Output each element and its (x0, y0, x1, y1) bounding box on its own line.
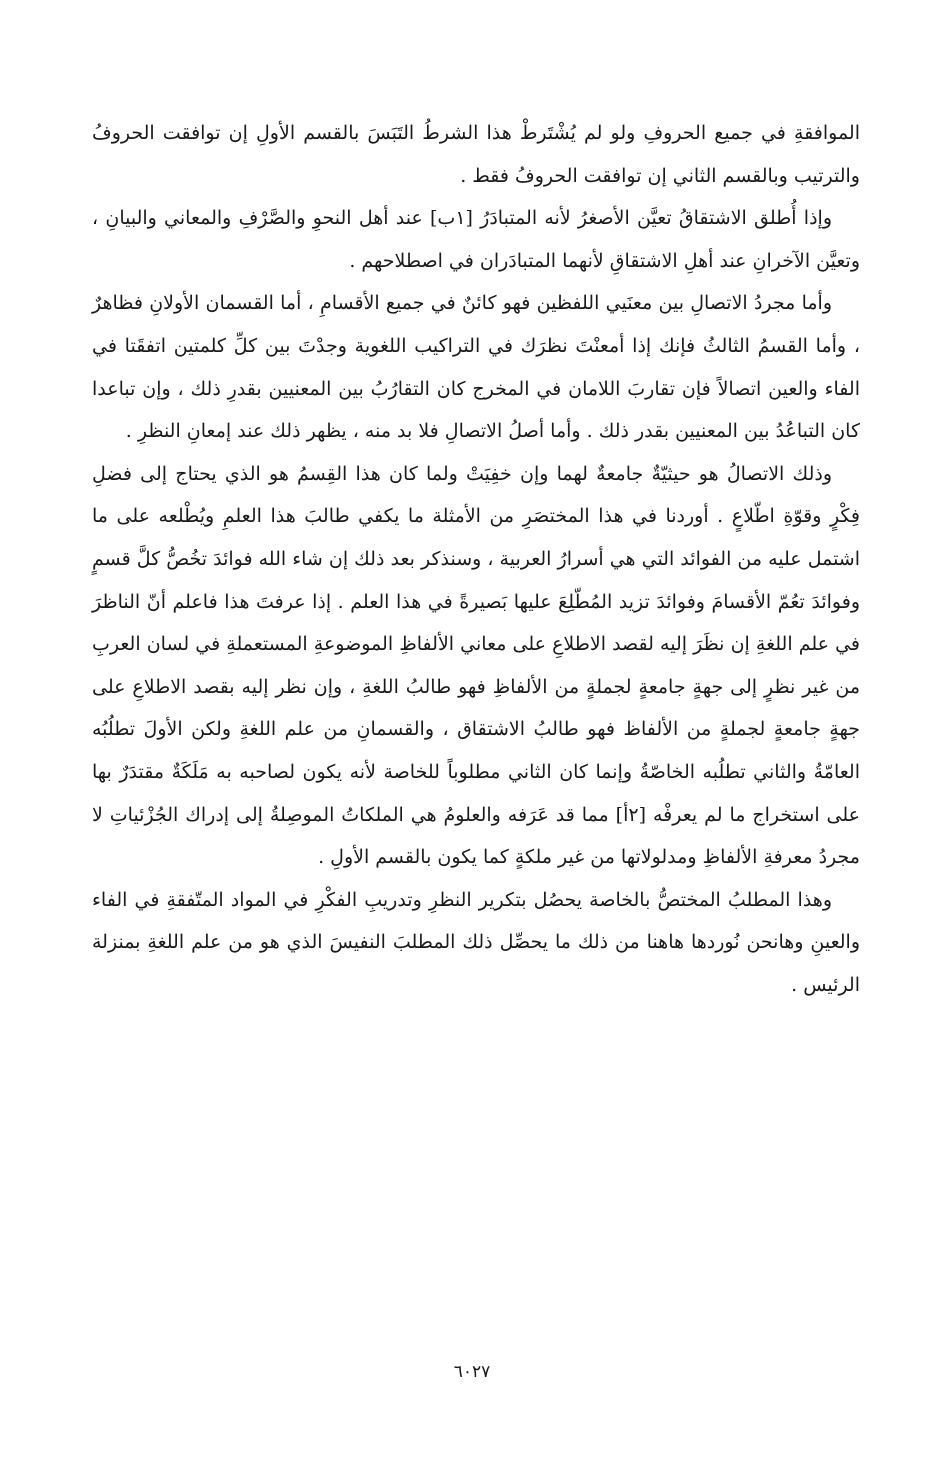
body-text (92, 112, 860, 1006)
page-number: ٦٠٢٧ (453, 1362, 491, 1382)
paragraph-3: وأما مجردُ الاتصالِ بين معنَيي اللفظين فهو كائنٌ في جميع الأقسامِ ، أما القسمان الأولانِ فظاهرٌ ، وأما القسمُ الثالثُ فإنك إذا أمعنْتَ نظرَك في التراكيب اللغوية وجدْتَ بين كلِّ كلمتين اتفقَتا في الفاء والعين اتصالاً فإن تقاربَ اللامان في المخرج كان التقارُبُ بين المعنيين بقدرِ ذلك ، وإن تباعدا كان التباعُدُ بين المعنيين بقدر ذلك . وأما أصلُ الاتصالِ فلا بد منه ، يظهر ذلك عند إمعانِ النظرِ . (92, 292, 860, 443)
paragraph-4: وذلك الاتصالُ هو حيثيّةٌ جامعةٌ لهما وإن خفِيَتْ ولما كان هذا القِسمُ هو الذي يحتاج إلى فضلِ فِكْرٍ وقوّةِ اطّلاعٍ . أوردنا في هذا المختصَرِ من الأمثلة ما يكفي طالبَ هذا العلمِ ويُطْلعه على ما اشتمل عليه من الفوائد التي هي أسرارُ العربية ، وسنذكر بعد ذلك إن شاء الله فوائدَ تخُصُّ كلَّ قسمٍ وفوائدَ تعُمّ الأقسامَ وفوائدَ تزيد المُطّلِعَ عليها بَصيرةً في هذا العلم . إذا عرفتَ هذا فاعلم أنّ الناظرَ في علم اللغةِ إن نظَرَ إليه لقصد الاطلاعِ على معاني الألفاظِ الموضوعةِ المستعملةِ في لسان العربِ من غير نظرٍ إلى جهةٍ جامعةٍ لجملةٍ من الألفاظِ فهو طالبُ اللغةِ ، وإن نظر إليه بقصد الاطلاعِ على جهةٍ جامعةٍ لجملةٍ من الألفاظ فهو طالبُ الاشتقاق ، والقسمانِ من علم اللغةِ ولكن الأولَ تطلُبُه العامّةُ والثاني تطلُبه الخاصّةُ وإنما كان الثاني مطلوباً للخاصة لأنه يكون لصاحبه به مَلَكَةٌ مقتدَرٌ بها على استخراج ما لم يعرفْه [٢أ] مما قد عَرَفه والعلومُ هي الملكاتُ الموصِلةُ إلى إدراك الجُزْئياتِ لا مجردُ معرفةِ الألفاظِ ومدلولاتها من غير ملكةٍ كما يكون بالقسم الأولِ . (92, 462, 861, 869)
paragraph-1: الموافقةِ في جميع الحروفِ ولو لم يُشْتَرطْ هذا الشرطُ التَبَسَ بالقسم الأولِ إن توافقت الحروفُ والترتيب وبالقسم الثاني إن توافقت الحروفُ فقط . (92, 122, 860, 187)
paragraph-2: وإذا أُطلق الاشتقاقُ تعيَّن الأصغرُ لأنه المتبادَرُ [١ب] عند أهل النحوِ والصَّرْفِ والمعاني والبيانِ ، وتعيَّن الآخرانِ عند أهلِ الاشتقاقِ لأنهما المتبادَران في اصطلاحهم . (92, 207, 860, 272)
paragraph-5: وهذا المطلبُ المختصُّ بالخاصة يحصُل بتكرير النظرِ وتدريبِ الفكْرِ في المواد المتّفقةِ في الفاء والعينِ وهانحن نُوردها هاهنا من ذلك ما يحصِّل ذلك المطلبَ النفيسَ الذي هو من علم اللغةِ بمنزلة الرئيس . (92, 888, 860, 996)
